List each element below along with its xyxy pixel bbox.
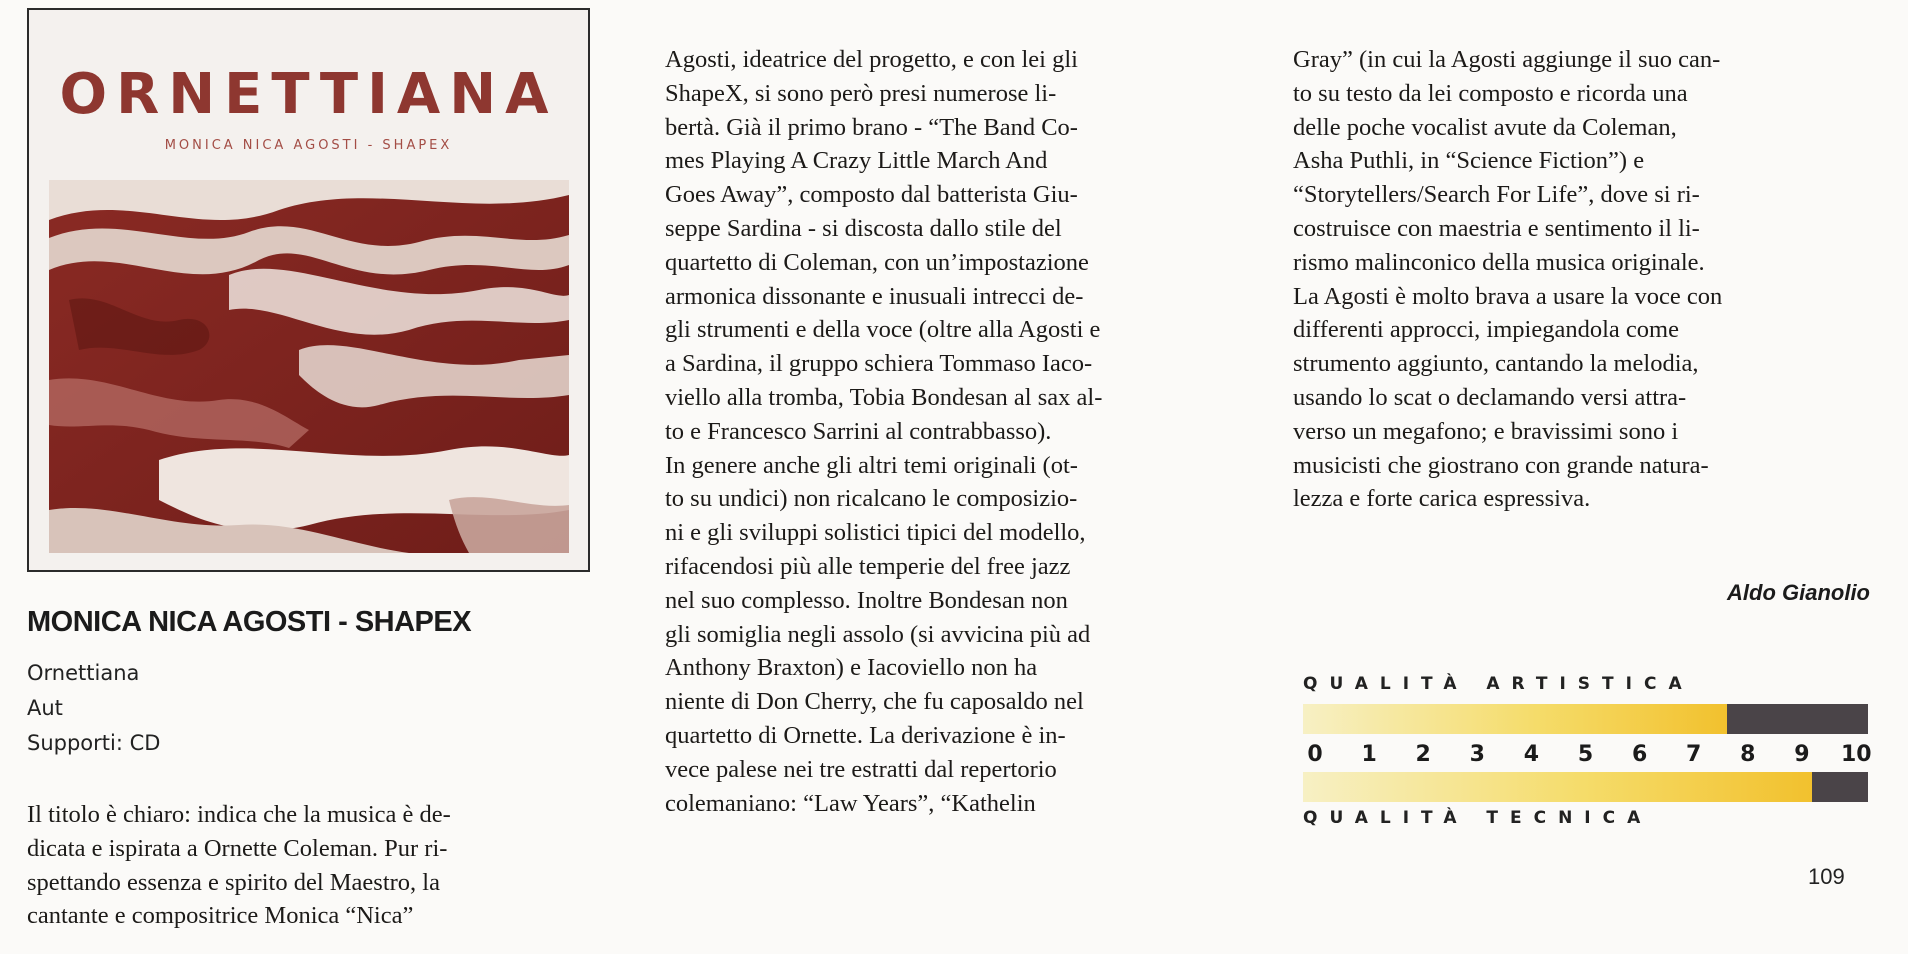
artistic-quality-fill [1303,704,1727,734]
article-line: gli somiglia negli assolo (si avvicina più ad [665,620,1091,648]
article-line: mes Playing A Crazy Little March And [665,147,1048,175]
article-column-2 [665,43,1225,820]
technical-quality-fill [1303,772,1812,802]
article-line: nel suo complesso. Inoltre Bondesan non [665,586,1068,614]
marble-artwork-image [49,180,569,553]
article-line: lezza e forte carica espressiva. [1293,485,1591,513]
article-line: seppe Sardina - si discosta dallo stile del [665,214,1062,242]
article-line: musicisti che giostrano con grande natura- [1293,451,1709,479]
article-line: rismo malinconico della musica originale. [1293,248,1705,276]
album-meta [27,656,160,761]
article-line: dicata e ispirata a Ornette Coleman. Pur ri- [27,834,448,862]
rating-scale-tick: 2 [1415,742,1431,767]
article-line: vece palese nei tre estratti dal repertorio [665,755,1057,783]
article-line: ni e gli sviluppi solistici tipici del modello, [665,519,1086,547]
technical-quality-bar [1303,772,1868,802]
album-supports: Supporti: CD [27,731,161,755]
article-line: colemaniano: “Law Years”, “Kathelin [665,789,1036,817]
article-line: costruisce con maestria e sentimento il li- [1293,214,1700,242]
article-line: verso un megafono; e bravissimi sono i [1293,417,1679,445]
article-line: ShapeX, si sono però presi numerose li- [665,79,1057,107]
article-line: bertà. Già il primo brano - “The Band Co- [665,113,1078,141]
article-line: armonica dissonante e inusuali intrecci de- [665,282,1084,310]
rating-scale-tick: 8 [1740,742,1756,767]
article-line: to su undici) non ricalcano le composizio- [665,485,1078,513]
article-line: rifacendosi più alle temperie del free jazz [665,552,1071,580]
article-line: quartetto di Coleman, con un’impostazione [665,248,1089,276]
article-line: gli strumenti e della voce (oltre alla Agosti e [665,316,1101,344]
article-column-3 [1293,43,1875,516]
article-line: spettando essenza e spirito del Maestro, la [27,868,440,896]
article-line: Goes Away”, composto dal batterista Giu- [665,181,1078,209]
article-line: a Sardina, il gruppo schiera Tommaso Iaco- [665,350,1093,378]
cover-subtitle: MONICA NICA AGOSTI - SHAPEX [164,138,453,153]
article-line: In genere anche gli altri temi originali (ot- [665,451,1078,479]
album-heading: MONICA NICA AGOSTI - SHAPEX [27,606,472,638]
rating-scale [1303,742,1872,768]
article-line: Asha Puthli, in “Science Fiction”) e [1293,147,1645,175]
rating-scale-tick: 9 [1794,742,1810,767]
artistic-quality-bar [1303,704,1868,734]
article-line: viello alla tromba, Tobia Bondesan al sax al- [665,383,1103,411]
rating-scale-tick: 4 [1523,742,1540,767]
rating-scale-tick: 1 [1361,742,1377,767]
album-cover [27,8,590,572]
article-line: Gray” (in cui la Agosti aggiunge il suo can- [1293,46,1721,73]
article-line: La Agosti è molto brava a usare la voce con [1293,282,1723,310]
artistic-quality-label: QUALITÀ ARTISTICA [1303,674,1694,694]
article-line: “Storytellers/Search For Life”, dove si ri- [1293,181,1700,209]
article-line: differenti approcci, impiegandola come [1293,316,1679,344]
rating-scale-tick: 10 [1841,742,1872,767]
rating-scale-tick: 0 [1307,742,1323,767]
album-title: Ornettiana [27,661,140,685]
page-number: 109 [1808,864,1845,889]
article-line: Anthony Braxton) e Iacoviello non ha [665,654,1038,682]
article-author: Aldo Gianolio [1727,580,1870,605]
article-line: cantante e compositrice Monica “Nica” [27,902,414,930]
rating-scale-tick: 7 [1686,742,1702,767]
technical-quality-label: QUALITÀ TECNICA [1303,808,1653,828]
rating-scale-tick: 3 [1469,742,1485,767]
article-line: to su testo da lei composto e ricorda una [1293,79,1688,107]
rating-scale-tick: 5 [1577,742,1594,767]
article-line: Il titolo è chiaro: indica che la musica è de- [27,801,451,828]
article-line: usando lo scat o declamando versi attra- [1293,383,1687,411]
cover-artwork [49,180,569,553]
article-line: Agosti, ideatrice del progetto, e con lei gli [665,46,1078,73]
rating-scale-tick: 6 [1631,742,1648,767]
cover-title: ORNETTIANA [59,62,558,127]
article-column-1 [27,798,592,933]
album-label: Aut [27,696,63,720]
article-line: delle poche vocalist avute da Coleman, [1293,113,1677,141]
article-line: strumento aggiunto, cantando la melodia, [1293,350,1699,378]
article-line: quartetto di Ornette. La derivazione è in- [665,721,1066,749]
article-line: niente di Don Cherry, che fu caposaldo nel [665,688,1084,716]
article-line: to e Francesco Sarrini al contrabbasso). [665,417,1052,445]
